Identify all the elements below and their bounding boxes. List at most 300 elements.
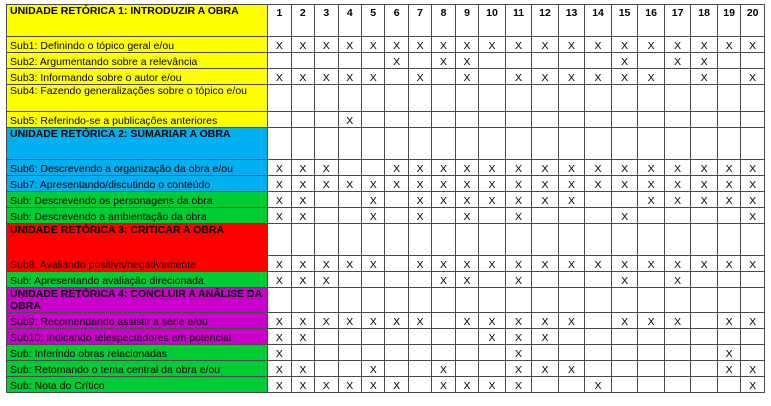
empty-cell [338,224,361,256]
mark-cell [532,85,559,112]
mark-cell [338,329,361,345]
mark-cell: X [505,208,532,224]
mark-cell [664,377,691,393]
mark-cell: X [741,313,765,329]
mark-cell: X [432,272,455,288]
mark-cell [338,208,361,224]
empty-cell [338,288,361,313]
column-number: 7 [408,5,431,37]
column-number: 2 [291,5,314,37]
sub-label: Sub: Inferindo obras relacionadas [7,345,268,361]
mark-cell: X [479,329,506,345]
sub-label: Sub10: Indicando telespectadores em potencial [7,329,268,345]
mark-cell: X [741,361,765,377]
sub-label: Sub: Descrevendo a ambientação da obra [7,208,268,224]
mark-cell [455,361,478,377]
sub-label: Sub: Apresentando avaliação direcionada [7,272,268,288]
mark-cell: X [268,272,291,288]
mark-cell [585,112,612,128]
sub-label: Sub5: Referindo-se a publicações anteriores [7,112,268,128]
empty-cell [315,288,338,313]
table-row [7,112,765,128]
column-number: 14 [585,5,612,37]
mark-cell [741,53,765,69]
column-number: 15 [611,5,638,37]
mark-cell: X [558,361,585,377]
mark-cell [432,329,455,345]
mark-cell [717,377,740,393]
mark-cell: X [291,361,314,377]
mark-cell: X [741,176,765,192]
mark-cell: X [385,377,408,393]
mark-cell [558,272,585,288]
empty-cell [408,288,431,313]
mark-cell: X [268,329,291,345]
mark-cell: X [717,176,740,192]
mark-cell: X [291,272,314,288]
empty-cell [638,288,665,313]
mark-cell [432,208,455,224]
mark-cell [611,361,638,377]
mark-cell [585,313,612,329]
empty-cell [268,128,291,160]
mark-cell [638,85,665,112]
empty-cell [717,128,740,160]
mark-cell: X [268,208,291,224]
mark-cell [479,112,506,128]
column-number: 16 [638,5,665,37]
mark-cell: X [455,69,478,85]
mark-cell: X [361,37,384,53]
mark-cell [408,53,431,69]
mark-cell [638,53,665,69]
column-number: 13 [558,5,585,37]
mark-cell: X [558,192,585,208]
table-row [7,160,765,176]
mark-cell: X [315,160,338,176]
column-number: 4 [338,5,361,37]
mark-cell: X [532,160,559,176]
mark-cell: X [611,272,638,288]
mark-cell: X [585,37,612,53]
mark-cell: X [691,69,718,85]
mark-cell [611,345,638,361]
mark-cell: X [268,377,291,393]
mark-cell: X [268,37,291,53]
mark-cell [505,112,532,128]
mark-cell: X [611,208,638,224]
table-row [7,345,765,361]
mark-cell [385,69,408,85]
empty-cell [479,288,506,313]
unit-title: UNIDADE RETÓRICA 2: SUMARIAR A OBRA [7,128,268,160]
mark-cell [479,272,506,288]
mark-cell: X [638,160,665,176]
mark-cell: X [505,176,532,192]
mark-cell [315,345,338,361]
mark-cell: X [691,37,718,53]
mark-cell [532,208,559,224]
empty-cell [479,224,506,256]
mark-cell: X [479,37,506,53]
mark-cell [268,53,291,69]
mark-cell: X [717,361,740,377]
mark-cell [315,85,338,112]
mark-cell: X [479,256,506,272]
mark-cell: X [479,160,506,176]
mark-cell [315,112,338,128]
empty-cell [532,288,559,313]
mark-cell: X [638,37,665,53]
mark-cell [638,208,665,224]
mark-cell [361,53,384,69]
mark-cell: X [717,256,740,272]
mark-cell: X [432,53,455,69]
mark-cell: X [268,256,291,272]
mark-cell [432,313,455,329]
empty-cell [741,224,765,256]
mark-cell: X [268,176,291,192]
mark-cell: X [291,329,314,345]
mark-cell: X [432,176,455,192]
table-row [7,85,765,112]
mark-cell [717,53,740,69]
mark-cell: X [532,37,559,53]
mark-cell: X [315,176,338,192]
mark-cell: X [532,329,559,345]
mark-cell: X [385,53,408,69]
mark-cell [611,377,638,393]
mark-cell: X [315,272,338,288]
mark-cell: X [455,37,478,53]
mark-cell: X [291,37,314,53]
mark-cell [558,85,585,112]
mark-cell [558,112,585,128]
empty-cell [611,128,638,160]
mark-cell [385,192,408,208]
mark-cell: X [361,361,384,377]
mark-cell [691,208,718,224]
empty-cell [664,128,691,160]
empty-cell [291,288,314,313]
mark-cell: X [291,69,314,85]
mark-cell [691,313,718,329]
mark-cell [691,272,718,288]
mark-cell: X [664,313,691,329]
mark-cell [558,345,585,361]
mark-cell: X [611,313,638,329]
mark-cell [664,329,691,345]
empty-cell [268,224,291,256]
mark-cell: X [505,345,532,361]
table-row [7,313,765,329]
mark-cell [315,192,338,208]
empty-cell [432,288,455,313]
empty-cell [315,224,338,256]
mark-cell [385,361,408,377]
empty-cell [455,224,478,256]
mark-cell [717,112,740,128]
mark-cell [291,53,314,69]
mark-cell [741,345,765,361]
mark-cell [338,160,361,176]
mark-cell: X [432,37,455,53]
mark-cell [338,85,361,112]
mark-cell: X [268,361,291,377]
mark-cell [505,85,532,112]
mark-cell: X [338,37,361,53]
mark-cell: X [315,37,338,53]
mark-cell [532,112,559,128]
mark-cell [532,345,559,361]
mark-cell: X [268,345,291,361]
mark-cell: X [532,176,559,192]
mark-cell: X [691,256,718,272]
mark-cell: X [338,176,361,192]
mark-cell [691,361,718,377]
mark-cell: X [691,192,718,208]
mark-cell: X [268,192,291,208]
column-number: 12 [532,5,559,37]
mark-cell [638,329,665,345]
sub-label: Sub2: Argumentando sobre a relevância [7,53,268,69]
mark-cell [408,345,431,361]
mark-cell: X [505,361,532,377]
mark-cell: X [611,160,638,176]
mark-cell [717,272,740,288]
empty-cell [741,288,765,313]
mark-cell: X [611,69,638,85]
mark-cell: X [585,160,612,176]
mark-cell [717,329,740,345]
empty-cell [505,288,532,313]
table-row [7,53,765,69]
empty-cell [558,288,585,313]
sub-label: Sub: Retomando o tema central da obra e/ou [7,361,268,377]
mark-cell: X [291,377,314,393]
mark-cell [291,112,314,128]
mark-cell: X [291,160,314,176]
column-number: 9 [455,5,478,37]
unit-header-row [7,224,765,256]
mark-cell [611,329,638,345]
mark-cell: X [505,192,532,208]
mark-cell: X [532,256,559,272]
mark-cell: X [455,256,478,272]
empty-cell [432,224,455,256]
empty-cell [532,128,559,160]
empty-cell [455,128,478,160]
mark-cell: X [717,37,740,53]
empty-cell [638,224,665,256]
mark-cell [408,329,431,345]
mark-cell [479,53,506,69]
mark-cell [361,85,384,112]
mark-cell [479,361,506,377]
unit-title: UNIDADE RETÓRICA 3: CRITICAR A OBRA [7,224,268,256]
empty-cell [361,128,384,160]
mark-cell: X [664,256,691,272]
column-number: 5 [361,5,384,37]
mark-cell: X [408,313,431,329]
mark-cell: X [664,53,691,69]
column-number: 17 [664,5,691,37]
table-row [7,208,765,224]
empty-cell [741,128,765,160]
mark-cell [338,272,361,288]
mark-cell: X [455,53,478,69]
mark-cell: X [505,256,532,272]
mark-cell: X [741,37,765,53]
mark-cell: X [585,377,612,393]
mark-cell: X [338,112,361,128]
mark-cell: X [315,377,338,393]
mark-cell: X [291,208,314,224]
mark-cell [455,112,478,128]
mark-cell [408,85,431,112]
mark-cell: X [455,313,478,329]
empty-cell [558,128,585,160]
mark-cell [585,361,612,377]
empty-cell [691,224,718,256]
sub-label: Sub9: Recomendando assistir a série e/ou [7,313,268,329]
mark-cell: X [664,160,691,176]
mark-cell: X [532,313,559,329]
mark-cell: X [741,160,765,176]
mark-cell [361,160,384,176]
mark-cell [717,69,740,85]
mark-cell: X [558,37,585,53]
mark-cell [361,345,384,361]
mark-cell: X [432,377,455,393]
mark-cell [432,345,455,361]
mark-cell [664,361,691,377]
empty-cell [268,288,291,313]
mark-cell: X [291,313,314,329]
mark-cell: X [664,272,691,288]
unit-title: UNIDADE RETÓRICA 4: CONCLUIR A ANÁLISE DA OBRA [7,288,268,313]
unit-header-row [7,128,765,160]
mark-cell: X [268,69,291,85]
mark-cell [408,377,431,393]
column-number: 19 [717,5,740,37]
unit-title: UNIDADE RETÓRICA 1: INTRODUZIR A OBRA [7,5,268,37]
mark-cell [611,112,638,128]
mark-cell: X [691,176,718,192]
sub-label: Sub7: Apresentando/discutindo o conteúdo [7,176,268,192]
mark-cell: X [479,192,506,208]
mark-cell [385,345,408,361]
mark-cell: X [717,192,740,208]
mark-cell: X [291,192,314,208]
mark-cell [664,345,691,361]
mark-cell: X [361,69,384,85]
mark-cell: X [315,256,338,272]
mark-cell: X [338,69,361,85]
mark-cell: X [361,192,384,208]
mark-cell [479,345,506,361]
mark-cell: X [408,208,431,224]
empty-cell [558,224,585,256]
mark-cell: X [558,256,585,272]
table-row [7,256,765,272]
empty-cell [638,128,665,160]
mark-cell [532,377,559,393]
mark-cell [479,85,506,112]
empty-cell [664,224,691,256]
mark-cell [408,361,431,377]
mark-cell [585,345,612,361]
mark-cell: X [361,208,384,224]
mark-cell: X [268,313,291,329]
mark-cell: X [717,345,740,361]
mark-cell: X [385,160,408,176]
mark-cell: X [585,69,612,85]
mark-cell: X [741,192,765,208]
mark-cell: X [408,160,431,176]
mark-cell [432,85,455,112]
mark-cell: X [558,160,585,176]
mark-cell: X [638,256,665,272]
mark-cell: X [268,160,291,176]
column-number: 11 [505,5,532,37]
mark-cell [455,85,478,112]
mark-cell: X [741,377,765,393]
mark-cell [315,53,338,69]
mark-cell: X [315,69,338,85]
table-row [7,272,765,288]
empty-cell [585,224,612,256]
empty-cell [611,288,638,313]
mark-cell: X [532,361,559,377]
mark-cell: X [717,313,740,329]
mark-cell [664,112,691,128]
mark-cell: X [532,192,559,208]
mark-cell [479,208,506,224]
table-row [7,329,765,345]
mark-cell [691,345,718,361]
mark-cell: X [611,256,638,272]
mark-cell: X [432,192,455,208]
empty-cell [432,128,455,160]
empty-cell [361,224,384,256]
mark-cell: X [741,69,765,85]
mark-cell [432,69,455,85]
mark-cell [585,85,612,112]
empty-cell [585,288,612,313]
mark-cell: X [505,377,532,393]
mark-cell: X [455,192,478,208]
mark-cell [638,361,665,377]
mark-cell [385,85,408,112]
empty-cell [691,128,718,160]
mark-cell: X [338,313,361,329]
mark-cell [558,208,585,224]
sub-label: Sub1: Definindo o tópico geral e/ou [7,37,268,53]
mark-cell [338,192,361,208]
mark-cell: X [291,176,314,192]
rhetorical-units-table [6,4,765,393]
mark-cell [638,345,665,361]
mark-cell: X [664,176,691,192]
mark-cell [638,377,665,393]
sub-label: Sub4: Fazendo generalizações sobre o tópico e/ou [7,85,268,112]
unit-header-row [7,288,765,313]
mark-cell: X [558,176,585,192]
mark-cell: X [455,160,478,176]
empty-cell [691,288,718,313]
table-row [7,69,765,85]
